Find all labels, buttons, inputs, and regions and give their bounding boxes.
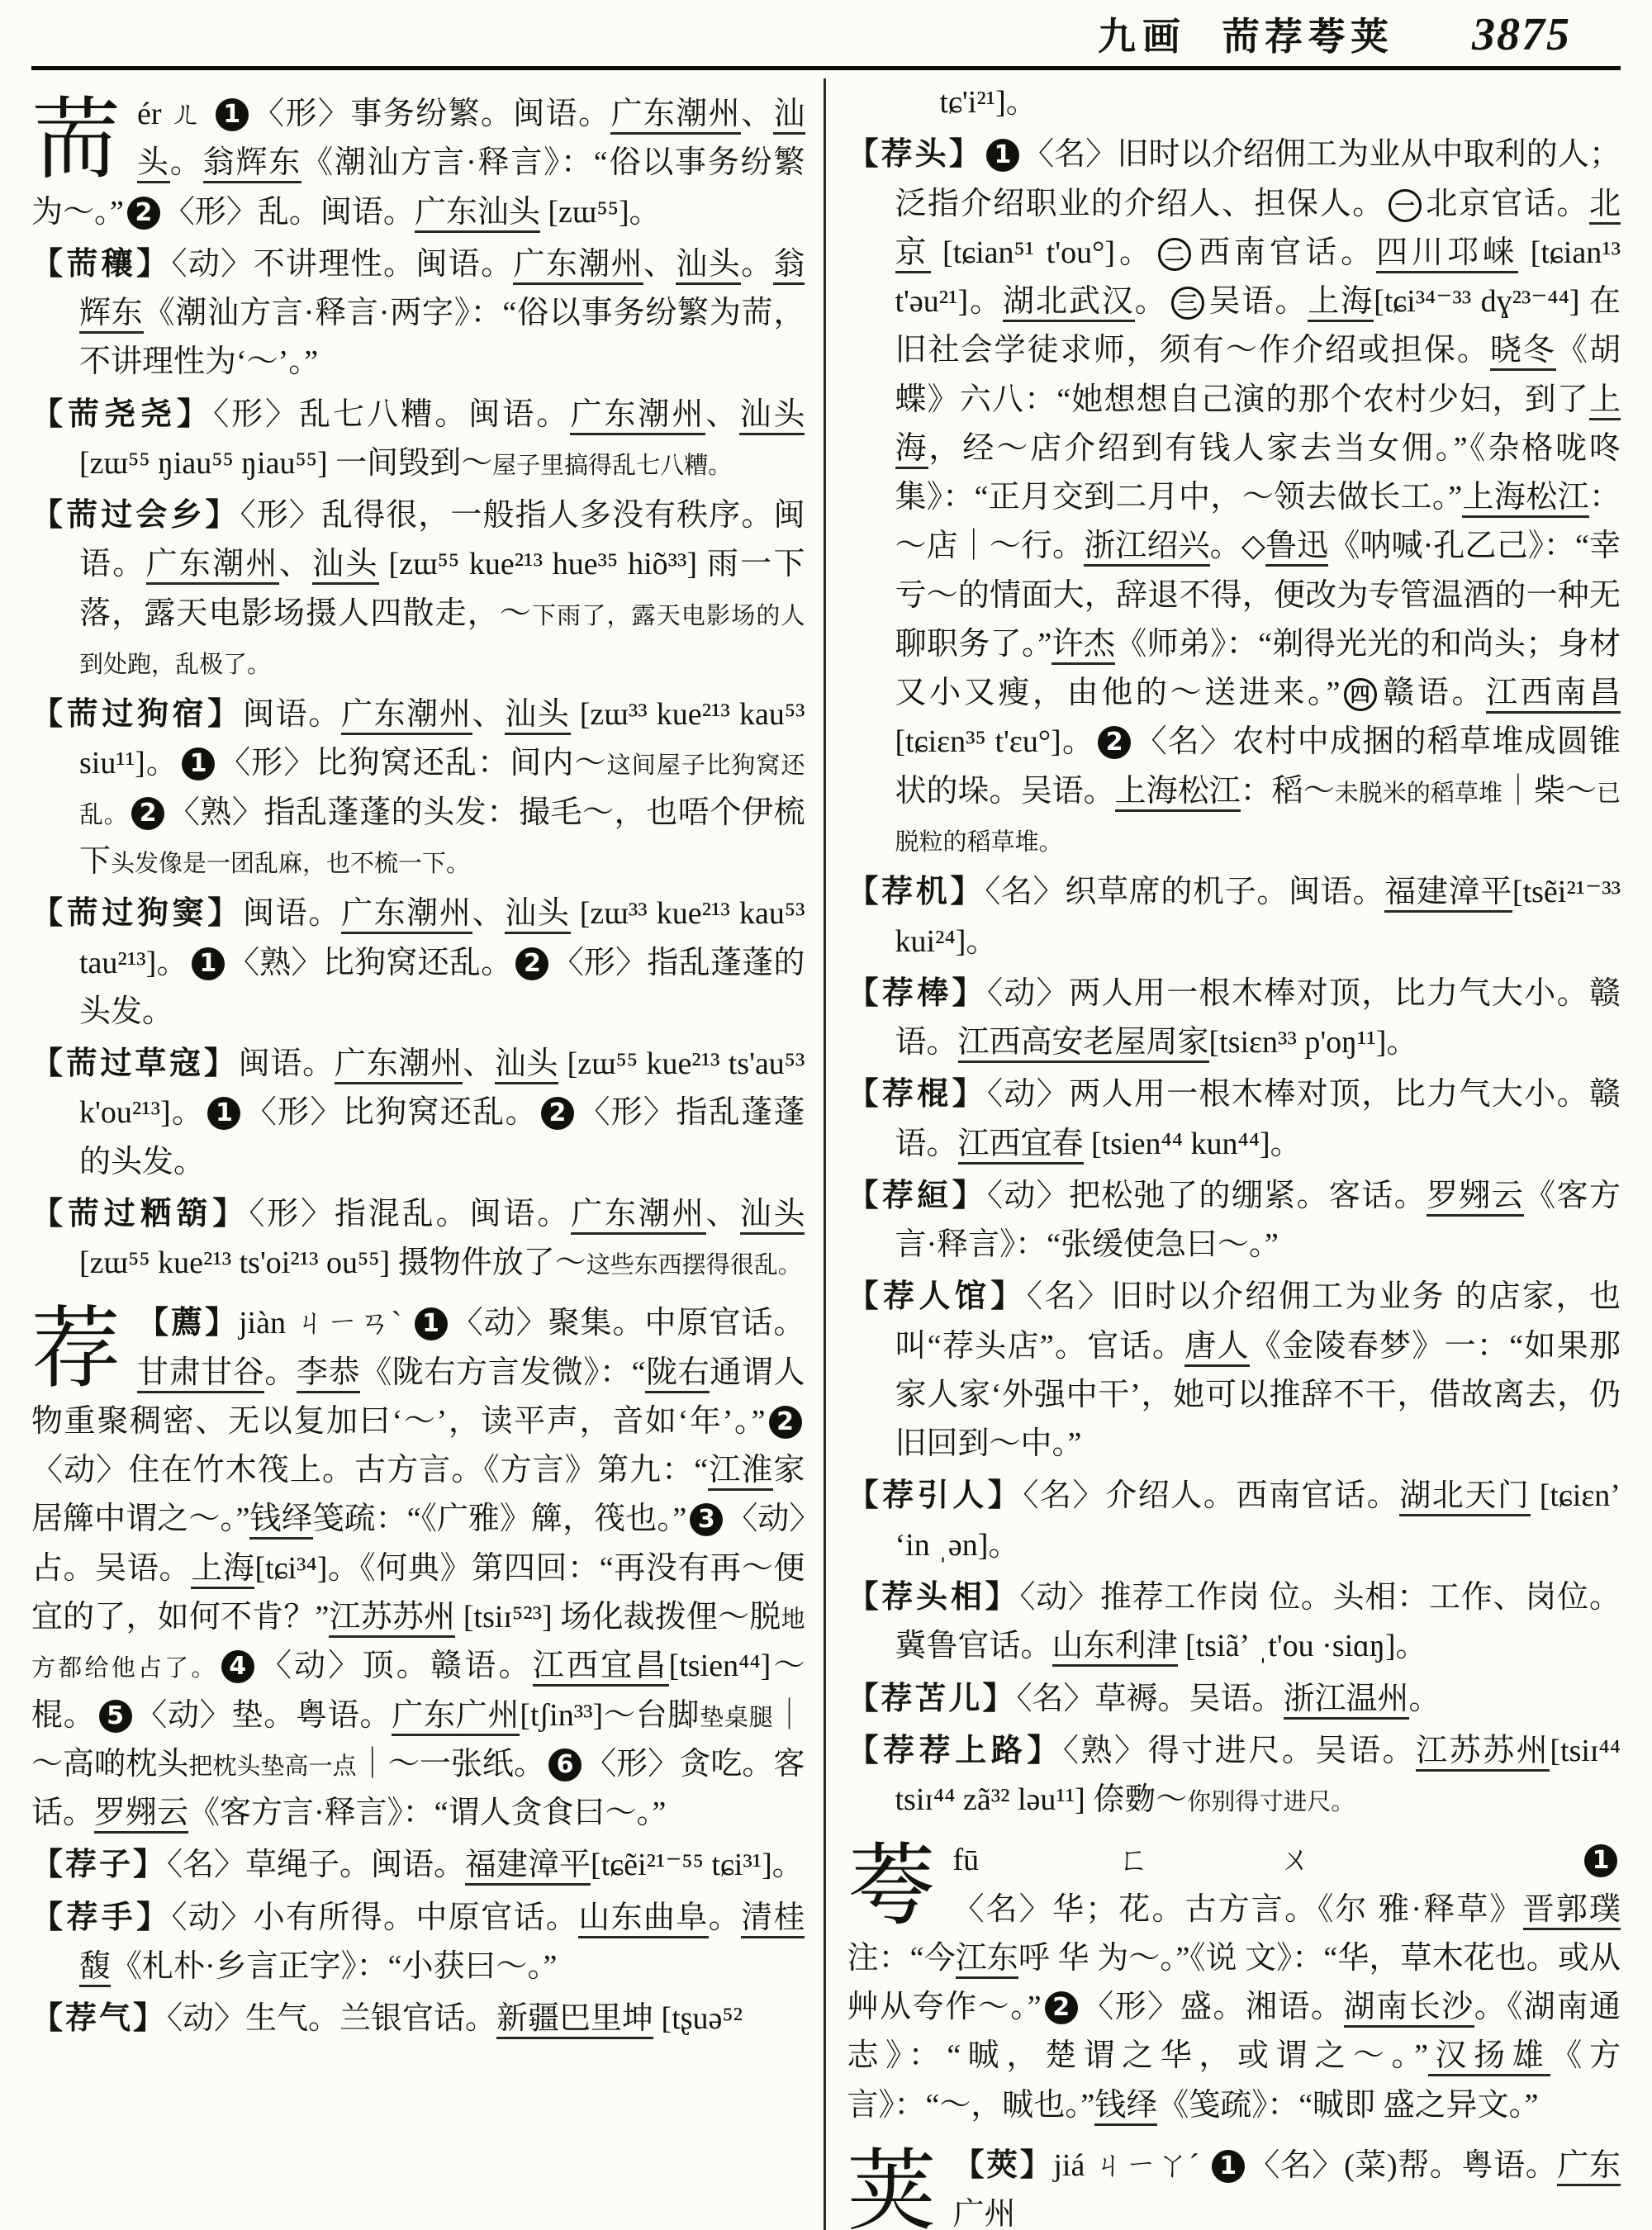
sense-number-badge: 1 bbox=[986, 139, 1019, 172]
text-segment: 、 bbox=[705, 1196, 740, 1231]
text-segment: 山东利津 bbox=[1052, 1629, 1178, 1667]
text-segment: 。 bbox=[1134, 284, 1168, 320]
entry-headword: 【荋过草寇】 bbox=[31, 1046, 239, 1082]
text-segment: 〈动〉生气。兰银官话。 bbox=[167, 2001, 497, 2037]
sense-number-badge: 1 bbox=[1584, 1844, 1617, 1877]
text-segment: 〈动〉垫。粤语。 bbox=[135, 1697, 392, 1733]
text-segment: jiàn ㄐㄧㄢˋ bbox=[239, 1306, 411, 1341]
text-segment: 《胡蝶》六八：“她想想自己演的那个农村少妇，到了 bbox=[895, 333, 1621, 417]
dict-entry bbox=[31, 690, 805, 886]
text-segment: 福建漳平 bbox=[1384, 875, 1512, 913]
text-segment: ：稻～ bbox=[1240, 773, 1335, 809]
text-segment: 〈形〉乱得很，一般指人多没有秩序。闽语。 bbox=[79, 498, 805, 582]
text-segment: 赣语。 bbox=[1379, 676, 1487, 711]
head-character: 荐 bbox=[31, 1301, 121, 1400]
text-segment: 上海 bbox=[191, 1551, 254, 1589]
entry-headword: 【荋尧尧】 bbox=[31, 396, 214, 432]
text-segment: 新疆巴里坤 bbox=[496, 2001, 653, 2039]
text-segment: 《师弟》：“剃得光光的和尚头；身材又小又瘦，由他的～送进来。” bbox=[895, 626, 1621, 711]
text-segment: 〈动〉占。吴语。 bbox=[31, 1502, 805, 1586]
dict-entry bbox=[847, 2142, 1621, 2230]
text-segment: [tɕiɛn³⁵ t'ɛu°]。 bbox=[895, 724, 1095, 760]
text-segment: 广东潮州 bbox=[335, 1046, 463, 1084]
text-segment: 〈名〉农村中成捆的稻草堆成圆锥状的垛。吴语。 bbox=[895, 724, 1621, 809]
text-segment: [tɕiɛnʼ ʻin ˌən]。 bbox=[895, 1478, 1621, 1563]
text-segment: [tsiɪ⁵²³] 场化裁拨俚～脱 bbox=[455, 1599, 781, 1635]
entry-headword: 【荋穰】 bbox=[31, 246, 172, 282]
sense-number-badge: 5 bbox=[99, 1700, 132, 1733]
text-segment: 把枕头垫高一点 bbox=[188, 1753, 357, 1780]
text-segment: [zɯ⁵⁵]。 bbox=[539, 194, 661, 230]
text-segment: 已脱粒的稻草堆。 bbox=[895, 780, 1621, 856]
text-segment: 钱绎 bbox=[249, 1502, 312, 1540]
text-segment: 广东潮州 bbox=[513, 247, 643, 285]
text-segment: 江苏苏州 bbox=[1416, 1734, 1550, 1772]
text-segment: 广东广州 bbox=[953, 2148, 1621, 2230]
text-segment: 〈动〉两人用一根木棒对顶，比力气大小。赣语。 bbox=[895, 1077, 1621, 1161]
text-segment: 江西高安老屋周家 bbox=[958, 1025, 1209, 1063]
text-segment: 〈名〉旧时以介绍佣工为业务 的店家，也叫“荐头店”。官话。 bbox=[895, 1279, 1621, 1364]
text-segment: 这些东西摆得很乱。 bbox=[586, 1252, 802, 1279]
text-segment: 〈名〉织草席的机子。闽语。 bbox=[985, 875, 1385, 910]
text-segment: 呼 华 为～。”《说 文》：“华，草木花也。或从艸从夸作～。” bbox=[847, 1940, 1621, 2025]
sense-number-badge: 3 bbox=[690, 1503, 723, 1536]
text-segment: [tsẽi²¹⁻³³ kui²⁴]。 bbox=[895, 875, 1621, 959]
subsense-number-badge: 一 bbox=[1389, 189, 1422, 222]
dict-entry bbox=[847, 1675, 1621, 1724]
dict-entry bbox=[847, 1070, 1621, 1169]
text-segment: 【莢】 bbox=[952, 2147, 1054, 2183]
head-character: 荂 bbox=[847, 1838, 937, 1937]
text-segment: 翁辉东 bbox=[79, 247, 805, 334]
text-segment: jiá ㄐㄧㄚˊ bbox=[1053, 2147, 1208, 2183]
text-segment: 钱绎 bbox=[1094, 2088, 1157, 2126]
page-number: 3875 bbox=[1472, 9, 1571, 60]
text-segment: 〈动〉不讲理性。闽语。 bbox=[171, 246, 514, 282]
right-column bbox=[824, 78, 1621, 2230]
text-segment: 汕头 bbox=[676, 247, 741, 285]
text-segment: 闽语。 bbox=[238, 1046, 335, 1082]
text-segment: 广东潮州 bbox=[610, 97, 741, 135]
dict-entry bbox=[847, 1472, 1621, 1570]
text-segment: [zɯ⁵⁵ kue²¹³ ts'oi²¹³ ou⁵⁵] 摄物件放了～ bbox=[79, 1245, 586, 1281]
text-segment: [zɯ⁵⁵ ŋiau⁵⁵ ŋiau⁵⁵] 一间毁到～ bbox=[79, 445, 493, 481]
sense-number-badge: 1 bbox=[207, 1097, 240, 1130]
entry-headword: 【荋过粞箶】 bbox=[31, 1196, 249, 1231]
text-segment: 《笺疏》：“晠即 盛之异文。” bbox=[1157, 2087, 1539, 2123]
sense-number-badge: 6 bbox=[548, 1748, 582, 1782]
dict-entry bbox=[847, 1727, 1621, 1825]
text-segment: 广东潮州 bbox=[570, 397, 705, 435]
text-segment: 晓冬 bbox=[1490, 333, 1556, 371]
text-segment: 〈名〉草绳子。闽语。 bbox=[167, 1848, 466, 1883]
dict-entry bbox=[847, 868, 1621, 966]
entry-headword: 【荋过会乡】 bbox=[31, 498, 240, 534]
text-segment: 广东潮州 bbox=[341, 896, 472, 934]
text-segment: 《呐喊·孔乙己》：“幸亏～的情面大，辞退不得，便改为专管温酒的一种无聊职务了。” bbox=[895, 529, 1621, 662]
text-segment: [tɕian⁵¹ t'ou°]。 bbox=[930, 235, 1155, 270]
entry-headword: 【荐絙】 bbox=[847, 1178, 987, 1213]
text-segment: 北京 bbox=[895, 187, 1621, 273]
text-segment: 汕头 bbox=[495, 1046, 559, 1084]
text-segment: 江西南昌 bbox=[1486, 676, 1621, 714]
text-segment: 四川邛崃 bbox=[1376, 235, 1518, 273]
text-segment: [tɕian¹³ t'əu²¹]。 bbox=[895, 235, 1621, 320]
text-segment: 汕头 bbox=[739, 397, 805, 435]
text-segment: 〈形〉盛。湘语。 bbox=[1080, 1990, 1344, 2025]
text-segment: 山东曲阜 bbox=[578, 1900, 708, 1938]
text-segment: 上海 bbox=[895, 382, 1621, 469]
entry-headword: 【荐苫儿】 bbox=[847, 1681, 1017, 1716]
sense-number-badge: 2 bbox=[1098, 726, 1131, 759]
text-segment: 下雨了，露天电影场的人到处跑，乱极了。 bbox=[79, 602, 805, 678]
dict-entry bbox=[847, 1172, 1621, 1270]
text-segment: [zɯ³³ kue²¹³ kau⁵³ tau²¹³]。 bbox=[79, 896, 805, 980]
text-segment: 江西宜昌 bbox=[533, 1649, 669, 1687]
sense-number-badge: 1 bbox=[1212, 2150, 1245, 2183]
text-segment: 〈动〉小有所得。中原官话。 bbox=[171, 1900, 579, 1935]
head-character: 荚 bbox=[847, 2142, 937, 2230]
text-segment: 〈形〉指乱蓬蓬的头发。 bbox=[79, 1095, 805, 1179]
text-segment: 〈熟〉得寸进尺。吴语。 bbox=[1062, 1733, 1417, 1768]
text-segment: 〈名〉旧时以介绍佣工为业从中取利的人；泛指介绍职业的介绍人、担保人。 bbox=[895, 137, 1621, 221]
text-segment: 通谓人物重聚稠密、无以复加曰‘～’，读平声，音如‘年’。” bbox=[31, 1355, 805, 1439]
subsense-number-badge: 二 bbox=[1158, 238, 1191, 271]
subsense-number-badge: 四 bbox=[1344, 678, 1377, 711]
text-segment: [zɯ³³ kue²¹³ kau⁵³ siu¹¹]。 bbox=[79, 697, 805, 781]
entry-headword: 【荐荐上路】 bbox=[847, 1733, 1063, 1768]
text-segment: 浙江温州 bbox=[1284, 1682, 1409, 1720]
text-segment: 〈名〉草褥。吴语。 bbox=[1016, 1681, 1284, 1716]
text-segment: 闽语。 bbox=[242, 697, 341, 733]
text-segment: 。 bbox=[708, 1900, 742, 1935]
text-segment: 注：“今 bbox=[847, 1940, 956, 1976]
text-segment: 、 bbox=[472, 896, 506, 932]
text-segment: [tsien⁴⁴ kun⁴⁴]。 bbox=[1083, 1126, 1302, 1161]
sense-number-badge: 1 bbox=[216, 98, 249, 131]
text-segment: 这间屋子比狗窝还乱。 bbox=[79, 752, 805, 828]
dict-entry bbox=[31, 90, 805, 237]
entry-headword: 【荋过狗宿】 bbox=[31, 697, 243, 733]
dict-entry bbox=[847, 970, 1621, 1068]
text-segment: tɕ'i²¹]。 bbox=[939, 85, 1037, 120]
text-segment: 、 bbox=[705, 396, 740, 432]
text-segment: 唐人 bbox=[1184, 1329, 1250, 1367]
text-segment: 、 bbox=[741, 97, 774, 131]
text-segment: 。 bbox=[1408, 1681, 1441, 1716]
header-rule bbox=[31, 66, 1621, 70]
text-segment: 江西宜春 bbox=[958, 1127, 1084, 1165]
text-segment: 。 bbox=[741, 246, 774, 282]
text-segment: 湖北天门 bbox=[1399, 1478, 1530, 1516]
text-segment: 地方都给他占了。 bbox=[31, 1606, 805, 1682]
text-segment: 。《湖南通志》：“晠，楚谓之华，或谓之～。” bbox=[847, 1990, 1621, 2074]
entry-headword: 【荐棒】 bbox=[847, 975, 987, 1011]
text-segment: 许杰 bbox=[1051, 627, 1115, 665]
text-segment: 江淮 bbox=[708, 1453, 773, 1491]
text-segment: 汕头 bbox=[312, 547, 379, 585]
text-segment: 家居簰中谓之～。” bbox=[31, 1453, 805, 1537]
entry-headword: 【荐人馆】 bbox=[847, 1279, 1027, 1315]
text-segment: 上海松江 bbox=[1115, 774, 1241, 812]
sense-number-badge: 2 bbox=[541, 1097, 574, 1130]
text-segment: 〈形〉比狗窝还乱：间内～ bbox=[218, 746, 607, 781]
text-segment: ｜～高啲枕头 bbox=[31, 1697, 805, 1782]
text-segment: 广东潮州 bbox=[341, 697, 472, 735]
text-segment: 《客方言·释言》：“谓人贪食曰～。” bbox=[188, 1796, 667, 1831]
text-segment: 《潮汕方言·释言》：“俗以事务纷繁为～。” bbox=[31, 145, 805, 230]
text-segment: 〈动〉两人用一根木棒对顶，比力气大小。赣语。 bbox=[895, 975, 1621, 1060]
text-segment: 笺疏：“《广雅》簰，筏也。” bbox=[312, 1502, 687, 1537]
text-segment: 汕头 bbox=[740, 1197, 805, 1235]
dict-entry bbox=[847, 1573, 1621, 1672]
text-segment: 《方言》：“～，晠也。” bbox=[847, 2038, 1621, 2123]
text-segment: [tɕi³⁴⁻³³ dɣ²³⁻⁴⁴] 在旧社会学徒求师，须有～作介绍或担保。 bbox=[895, 284, 1621, 368]
text-segment: 湖北武汉 bbox=[1003, 284, 1135, 322]
text-segment: 上海 bbox=[1308, 284, 1374, 322]
text-segment: fū ㄈㄨ bbox=[952, 1843, 1581, 1878]
text-segment: [tʃin³³]～台脚 bbox=[520, 1697, 700, 1733]
text-segment: 广东汕头 bbox=[415, 195, 540, 233]
text-segment: 未脱米的稻草堆 bbox=[1334, 780, 1502, 807]
text-segment: [tsiɪ⁴⁴ tsiɪ⁴⁴ zã³² ləu¹¹] 倷覅～ bbox=[895, 1733, 1621, 1818]
text-segment: 福建漳平 bbox=[465, 1848, 591, 1886]
left-column bbox=[31, 78, 824, 2230]
text-segment: [tsiãʼ ˌt'ou ·siɑŋ]。 bbox=[1177, 1629, 1427, 1664]
head-character: 荋 bbox=[31, 92, 121, 190]
text-segment: 〈名〉华；花。古方言。《尔 雅·释草》 bbox=[952, 1891, 1523, 1927]
text-segment: 。 bbox=[169, 145, 203, 181]
text-segment: 西南官话。 bbox=[1194, 235, 1377, 270]
text-segment: [tsiɛn³³ p'oŋ¹¹]。 bbox=[1208, 1025, 1418, 1060]
text-segment: [tɕi³⁴]。《何典》第四回：“再没有再～便宜的了，如何不肯？” bbox=[31, 1550, 805, 1635]
text-segment: 上海松江 bbox=[1462, 480, 1589, 518]
text-segment: [tʂuə⁵² bbox=[653, 2001, 743, 2037]
text-segment: 〈形〉指乱蓬蓬的头发。 bbox=[79, 945, 805, 1029]
text-segment: 陇右 bbox=[645, 1355, 710, 1393]
text-segment: 你别得寸进尺。 bbox=[1187, 1789, 1355, 1816]
sense-number-badge: 1 bbox=[182, 747, 215, 780]
text-columns bbox=[31, 78, 1621, 2230]
text-segment: 〈形〉乱。闽语。 bbox=[163, 194, 415, 230]
text-segment: 〈熟〉指乱蓬蓬的头发：撮毛～，也唔个伊梳下 bbox=[79, 795, 805, 879]
text-segment: 《札朴·乡言正字》：“小获曰～。” bbox=[111, 1948, 558, 1984]
text-segment: 〈动〉顶。赣语。 bbox=[257, 1649, 533, 1684]
entry-headword: 【荐头】 bbox=[847, 137, 983, 173]
text-segment: 甘肃甘谷 bbox=[137, 1355, 264, 1393]
entry-headword: 【荐手】 bbox=[31, 1900, 172, 1935]
text-segment: 、 bbox=[472, 697, 506, 733]
text-segment: 〈形〉贪吃。客话。 bbox=[31, 1746, 805, 1831]
entry-headword: 【荐引人】 bbox=[847, 1478, 1023, 1514]
sense-number-badge: 1 bbox=[192, 947, 225, 980]
text-segment: [tsien⁴⁴]～棍。 bbox=[31, 1649, 805, 1733]
text-segment: 头发像是一团乱麻，也不梳一下。 bbox=[111, 850, 471, 877]
text-segment: [zɯ⁵⁵ kue²¹³ hue³⁵ hiõ³³] 雨一下落，露天电影场摄人四散走，～ bbox=[79, 547, 805, 631]
sense-number-badge: 1 bbox=[415, 1307, 448, 1340]
text-segment: 〈动〉把松弛了的绷紧。客话。 bbox=[986, 1178, 1427, 1213]
page-header bbox=[31, 7, 1621, 61]
text-segment: 《金陵春梦》一：“如果那家人家‘外强中干’，她可以推辞不干，借故离去，仍旧回到～中。” bbox=[895, 1328, 1621, 1462]
dict-entry bbox=[31, 1190, 805, 1288]
dict-entry bbox=[31, 1299, 805, 1838]
dict-entry bbox=[847, 1836, 1621, 2130]
text-segment: 广东广州 bbox=[392, 1698, 520, 1736]
stroke-section-label: 九画 bbox=[1098, 16, 1187, 58]
text-segment: 广东潮州 bbox=[146, 547, 279, 585]
text-segment: 江东 bbox=[956, 1941, 1018, 1979]
text-segment: ｜～一张纸。 bbox=[356, 1746, 546, 1782]
text-segment: 【薦】 bbox=[137, 1306, 239, 1341]
text-segment: 罗翙云 bbox=[94, 1796, 188, 1834]
entry-headword: 【荐机】 bbox=[847, 875, 985, 910]
text-segment: 〈形〉事务纷繁。闽语。 bbox=[251, 97, 611, 131]
text-segment: 〈形〉比狗窝还乱。 bbox=[244, 1095, 538, 1131]
sense-number-badge: 2 bbox=[769, 1406, 802, 1439]
text-segment: 〈形〉乱七八糟。闽语。 bbox=[213, 396, 571, 432]
dict-entry bbox=[31, 491, 805, 687]
text-segment: 清桂馥 bbox=[79, 1900, 805, 1987]
text-segment: 〈动〉推荐工作岗 位。头相：工作、岗位。冀鲁官话。 bbox=[895, 1579, 1621, 1664]
text-segment: 〈形〉指混乱。闽语。 bbox=[249, 1196, 572, 1231]
entry-headword: 【荐头相】 bbox=[847, 1579, 1020, 1615]
text-segment: 汉扬雄 bbox=[1428, 2038, 1550, 2076]
text-segment: [tɕẽi²¹⁻⁵⁵ tɕi³¹]。 bbox=[591, 1848, 804, 1883]
text-segment: 〈名〉(菜)帮。粤语。 bbox=[1247, 2147, 1558, 2183]
text-segment: 闽语。 bbox=[242, 896, 341, 932]
subsense-number-badge: 三 bbox=[1171, 287, 1204, 320]
dict-entry bbox=[31, 391, 805, 489]
entry-headword: 【荐气】 bbox=[31, 2001, 168, 2037]
entry-headword: 【荐子】 bbox=[31, 1848, 168, 1883]
text-segment: 浙江绍兴 bbox=[1084, 529, 1209, 567]
text-segment: 屋子里搞得乱七八糟。 bbox=[492, 452, 733, 479]
text-segment: 汕头 bbox=[505, 697, 570, 735]
text-segment: 、 bbox=[278, 547, 313, 582]
text-segment: 、 bbox=[463, 1046, 495, 1082]
entry-headword: 【荐棍】 bbox=[847, 1077, 987, 1113]
text-segment: 、 bbox=[643, 246, 676, 282]
sense-number-badge: 2 bbox=[131, 797, 164, 830]
text-segment: 江苏苏州 bbox=[329, 1600, 455, 1638]
text-segment: 北京官话。 bbox=[1424, 186, 1589, 221]
text-segment: 《客方言·释言》：“张缓使急曰～。” bbox=[895, 1178, 1621, 1263]
text-segment: 翁辉东 bbox=[203, 145, 301, 183]
text-segment: 汕头 bbox=[505, 896, 570, 934]
entry-headword: 【荋过狗窦】 bbox=[31, 896, 243, 932]
text-segment: 鲁迅 bbox=[1265, 529, 1328, 567]
dict-entry bbox=[847, 1273, 1621, 1468]
dict-entry bbox=[31, 1894, 805, 1992]
dict-entry bbox=[31, 1040, 805, 1187]
text-segment: [zɯ⁵⁵ kue²¹³ ts'au⁵³ k'ou²¹³]。 bbox=[79, 1046, 805, 1131]
text-segment: ，经～店介绍到有钱人家去当女佣。”《杂格咙咚集》：“正月交到二月中，～领去做长工。” bbox=[895, 430, 1621, 515]
text-segment: 垫桌腿 bbox=[700, 1704, 774, 1731]
dict-entry bbox=[31, 1841, 805, 1890]
dict-entry bbox=[847, 78, 1621, 127]
text-segment: 。 bbox=[264, 1355, 297, 1390]
sense-number-badge: 4 bbox=[221, 1650, 254, 1683]
text-segment: 。◇ bbox=[1209, 529, 1266, 564]
sense-number-badge: 2 bbox=[1045, 1991, 1078, 2024]
text-segment: 湖南长沙 bbox=[1344, 1990, 1474, 2028]
dict-entry bbox=[31, 1995, 805, 2043]
text-segment: 吴语。 bbox=[1207, 284, 1308, 320]
text-segment: ｜柴～ bbox=[1502, 773, 1597, 809]
dict-entry bbox=[31, 240, 805, 387]
text-segment: 〈动〉聚集。中原官话。 bbox=[450, 1306, 805, 1341]
text-segment: 〈名〉介绍人。西南官话。 bbox=[1023, 1478, 1400, 1514]
dict-entry bbox=[31, 890, 805, 1037]
text-segment: 〈动〉住在竹木筏上。古方言。《方言》第九：“ bbox=[31, 1453, 709, 1488]
text-segment: 《潮汕方言·释言·两字》：“俗以事务纷繁为荋，不讲理性为‘～’。” bbox=[79, 296, 805, 380]
text-segment: 李恭 bbox=[297, 1355, 360, 1393]
text-segment: 汕头 bbox=[137, 97, 805, 183]
text-segment: ：～店｜～行。 bbox=[895, 480, 1621, 564]
text-segment: 晋郭璞 bbox=[1523, 1892, 1621, 1930]
dict-entry bbox=[847, 130, 1621, 865]
sense-number-badge: 2 bbox=[515, 947, 548, 980]
page-character-range: 荋荐荂荚 bbox=[1222, 16, 1393, 58]
sense-number-badge: 2 bbox=[127, 197, 160, 230]
text-segment: 〈熟〉比狗窝还乱。 bbox=[227, 945, 513, 980]
text-segment: 广东潮州 bbox=[571, 1197, 706, 1235]
text-segment: 《陇右方言发微》：“ bbox=[360, 1355, 646, 1390]
text-segment: 罗翙云 bbox=[1427, 1179, 1524, 1217]
text-segment: ér ㄦ bbox=[137, 97, 212, 131]
